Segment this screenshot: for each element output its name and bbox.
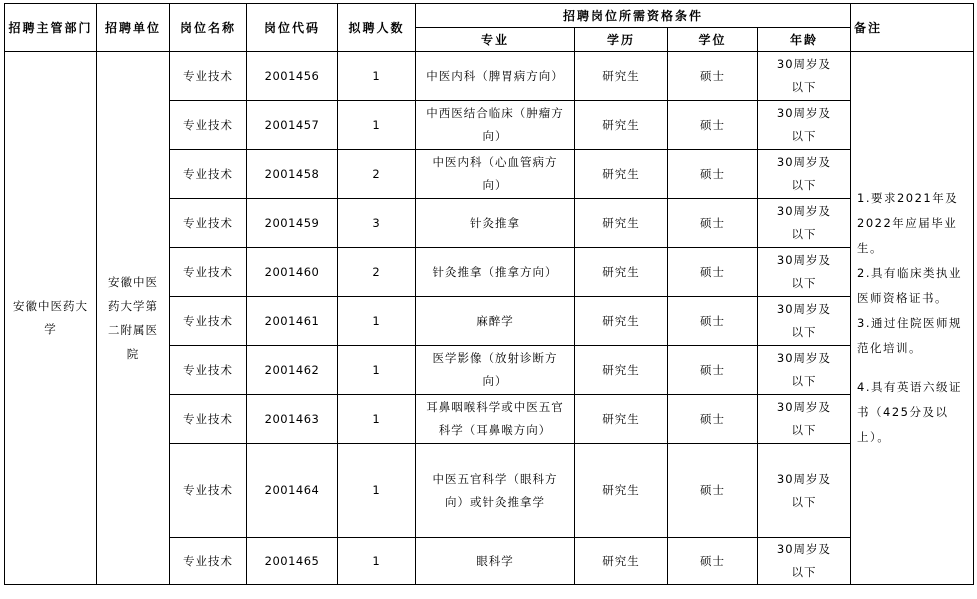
count-cell: 1 bbox=[338, 101, 416, 150]
education-cell: 研究生 bbox=[575, 346, 668, 395]
header-post-name: 岗位名称 bbox=[170, 4, 247, 52]
recruitment-table-container bbox=[4, 3, 974, 585]
post-code-cell: 2001458 bbox=[247, 150, 338, 199]
degree-cell: 硕士 bbox=[668, 297, 758, 346]
education-cell: 研究生 bbox=[575, 297, 668, 346]
major-cell: 中西医结合临床（肿瘤方向） bbox=[416, 101, 575, 150]
education-cell: 研究生 bbox=[575, 248, 668, 297]
post-code-cell: 2001464 bbox=[247, 444, 338, 538]
education-cell: 研究生 bbox=[575, 199, 668, 248]
major-cell: 耳鼻咽喉科学或中医五官科学（耳鼻喉方向） bbox=[416, 395, 575, 444]
education-cell: 研究生 bbox=[575, 538, 668, 585]
count-cell: 1 bbox=[338, 52, 416, 101]
degree-cell: 硕士 bbox=[668, 538, 758, 585]
count-cell: 1 bbox=[338, 297, 416, 346]
remarks-cell bbox=[851, 52, 974, 585]
recruitment-table bbox=[4, 3, 974, 585]
header-major: 专业 bbox=[416, 28, 575, 52]
education-cell: 研究生 bbox=[575, 101, 668, 150]
remark-item: 1.要求2021年及2022年应届毕业生。 bbox=[857, 191, 959, 255]
education-cell: 研究生 bbox=[575, 52, 668, 101]
post-name-cell: 专业技术 bbox=[170, 150, 247, 199]
post-code-cell: 2001460 bbox=[247, 248, 338, 297]
major-cell: 针灸推拿 bbox=[416, 199, 575, 248]
remark-item: 3.通过住院医师规范化培训。 bbox=[857, 316, 962, 355]
degree-cell: 硕士 bbox=[668, 346, 758, 395]
degree-cell: 硕士 bbox=[668, 395, 758, 444]
major-cell: 麻醉学 bbox=[416, 297, 575, 346]
degree-cell: 硕士 bbox=[668, 101, 758, 150]
header-dept: 招聘主管部门 bbox=[5, 4, 97, 52]
header-row-1 bbox=[5, 4, 974, 28]
count-cell: 1 bbox=[338, 444, 416, 538]
remark-gap bbox=[857, 361, 967, 375]
major-cell: 中医五官科学（眼科方向）或针灸推拿学 bbox=[416, 444, 575, 538]
header-degree: 学位 bbox=[668, 28, 758, 52]
post-name-cell: 专业技术 bbox=[170, 199, 247, 248]
major-cell: 中医内科（脾胃病方向） bbox=[416, 52, 575, 101]
header-unit: 招聘单位 bbox=[97, 4, 170, 52]
post-name-cell: 专业技术 bbox=[170, 346, 247, 395]
major-cell: 中医内科（心血管病方向） bbox=[416, 150, 575, 199]
header-education: 学历 bbox=[575, 28, 668, 52]
header-age: 年龄 bbox=[758, 28, 851, 52]
age-cell: 30周岁及以下 bbox=[758, 346, 851, 395]
education-cell: 研究生 bbox=[575, 150, 668, 199]
age-cell: 30周岁及以下 bbox=[758, 248, 851, 297]
degree-cell: 硕士 bbox=[668, 52, 758, 101]
count-cell: 1 bbox=[338, 538, 416, 585]
age-cell: 30周岁及以下 bbox=[758, 297, 851, 346]
age-cell: 30周岁及以下 bbox=[758, 395, 851, 444]
age-cell: 30周岁及以下 bbox=[758, 538, 851, 585]
count-cell: 3 bbox=[338, 199, 416, 248]
table-row bbox=[5, 52, 974, 101]
post-code-cell: 2001463 bbox=[247, 395, 338, 444]
count-cell: 1 bbox=[338, 346, 416, 395]
post-code-cell: 2001462 bbox=[247, 346, 338, 395]
major-cell: 针灸推拿（推拿方向） bbox=[416, 248, 575, 297]
post-name-cell: 专业技术 bbox=[170, 52, 247, 101]
major-cell: 眼科学 bbox=[416, 538, 575, 585]
degree-cell: 硕士 bbox=[668, 444, 758, 538]
post-code-cell: 2001465 bbox=[247, 538, 338, 585]
major-cell: 医学影像（放射诊断方向） bbox=[416, 346, 575, 395]
post-code-cell: 2001456 bbox=[247, 52, 338, 101]
age-cell: 30周岁及以下 bbox=[758, 52, 851, 101]
age-cell: 30周岁及以下 bbox=[758, 150, 851, 199]
degree-cell: 硕士 bbox=[668, 150, 758, 199]
count-cell: 1 bbox=[338, 395, 416, 444]
education-cell: 研究生 bbox=[575, 444, 668, 538]
post-name-cell: 专业技术 bbox=[170, 297, 247, 346]
post-name-cell: 专业技术 bbox=[170, 395, 247, 444]
count-cell: 2 bbox=[338, 248, 416, 297]
age-cell: 30周岁及以下 bbox=[758, 199, 851, 248]
post-code-cell: 2001459 bbox=[247, 199, 338, 248]
post-code-cell: 2001461 bbox=[247, 297, 338, 346]
age-cell: 30周岁及以下 bbox=[758, 444, 851, 538]
age-cell: 30周岁及以下 bbox=[758, 101, 851, 150]
header-count: 拟聘人数 bbox=[338, 4, 416, 52]
post-code-cell: 2001457 bbox=[247, 101, 338, 150]
degree-cell: 硕士 bbox=[668, 248, 758, 297]
count-cell: 2 bbox=[338, 150, 416, 199]
post-name-cell: 专业技术 bbox=[170, 248, 247, 297]
post-name-cell: 专业技术 bbox=[170, 444, 247, 538]
dept-cell: 安徽中医药大学 bbox=[5, 52, 97, 585]
header-requirements: 招聘岗位所需资格条件 bbox=[416, 4, 851, 28]
unit-cell: 安徽中医药大学第二附属医院 bbox=[97, 52, 170, 585]
remark-item: 4.具有英语六级证书（425分及以上）。 bbox=[857, 380, 962, 444]
post-name-cell: 专业技术 bbox=[170, 101, 247, 150]
header-post-code: 岗位代码 bbox=[247, 4, 338, 52]
header-remark: 备注 bbox=[851, 4, 974, 52]
post-name-cell: 专业技术 bbox=[170, 538, 247, 585]
degree-cell: 硕士 bbox=[668, 199, 758, 248]
remark-item: 2.具有临床类执业医师资格证书。 bbox=[857, 266, 962, 305]
education-cell: 研究生 bbox=[575, 395, 668, 444]
